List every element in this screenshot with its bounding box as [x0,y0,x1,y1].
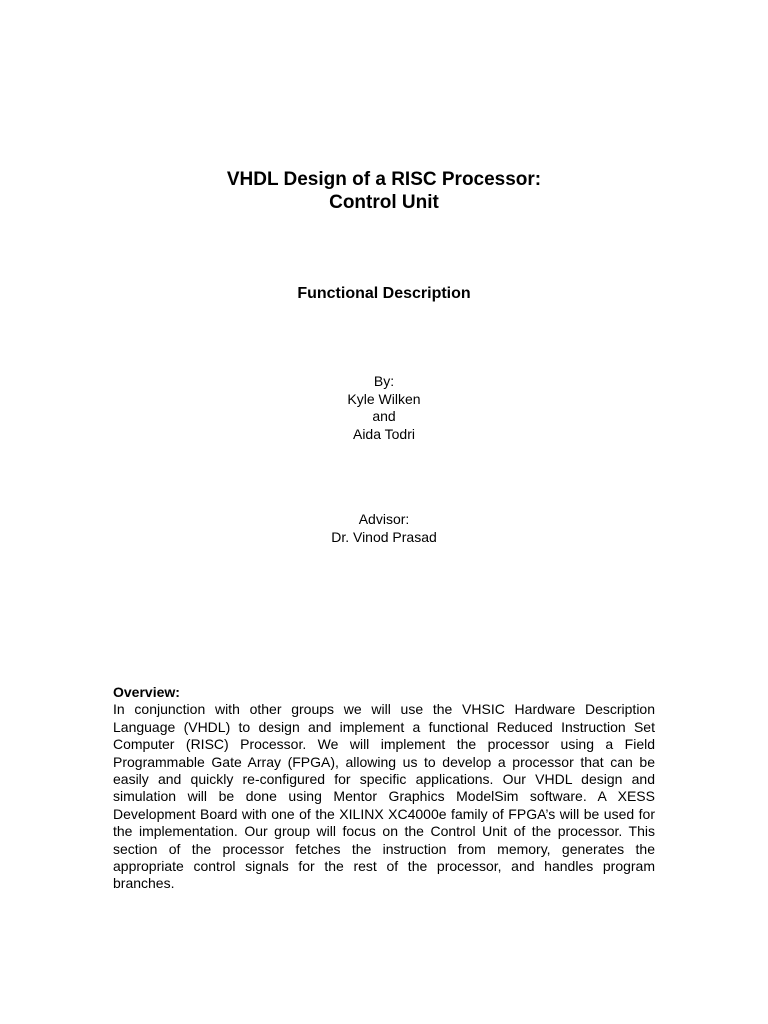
document-subtitle: Functional Description [297,285,471,302]
overview-section [113,684,655,893]
title-line-2: Control Unit [329,192,439,213]
title-line-1: VHDL Design of a RISC Processor: [226,169,542,190]
and-label: and [372,408,396,424]
advisor-block [0,511,768,546]
author-name-1: Kyle Wilken [347,390,421,407]
advisor-name: Dr. Vinod Prasad [331,528,437,545]
authors-block [0,373,768,443]
document-title [0,168,768,214]
advisor-label: Advisor: [358,511,410,527]
author-name-2: Aida Todri [352,425,415,442]
overview-paragraph: In conjunction with other groups we will use the VHSIC Hardware Description Language (VHDL) to design and implement a functional Reduced Instruction Set Computer (RISC) Processor. We will implement the processor using a Field Programmable Gate Array (FPGA), allowing us to develop a processor that can be easily and quickly re-configured for specific applications. Our VHDL design and simulation will be done using Mentor Graphics ModelSim software. A XESS Development Board with one of the XILINX XC4000e family of FPGA’s will be used for the implementation. Our group will focus on the Control Unit of the processor. This section of the processor fetches the instruction from memory, generates the appropriate control signals for the rest of the processor, and handles program branches. [113,701,655,892]
overview-heading: Overview: [113,684,180,700]
by-label: By: [373,373,395,389]
